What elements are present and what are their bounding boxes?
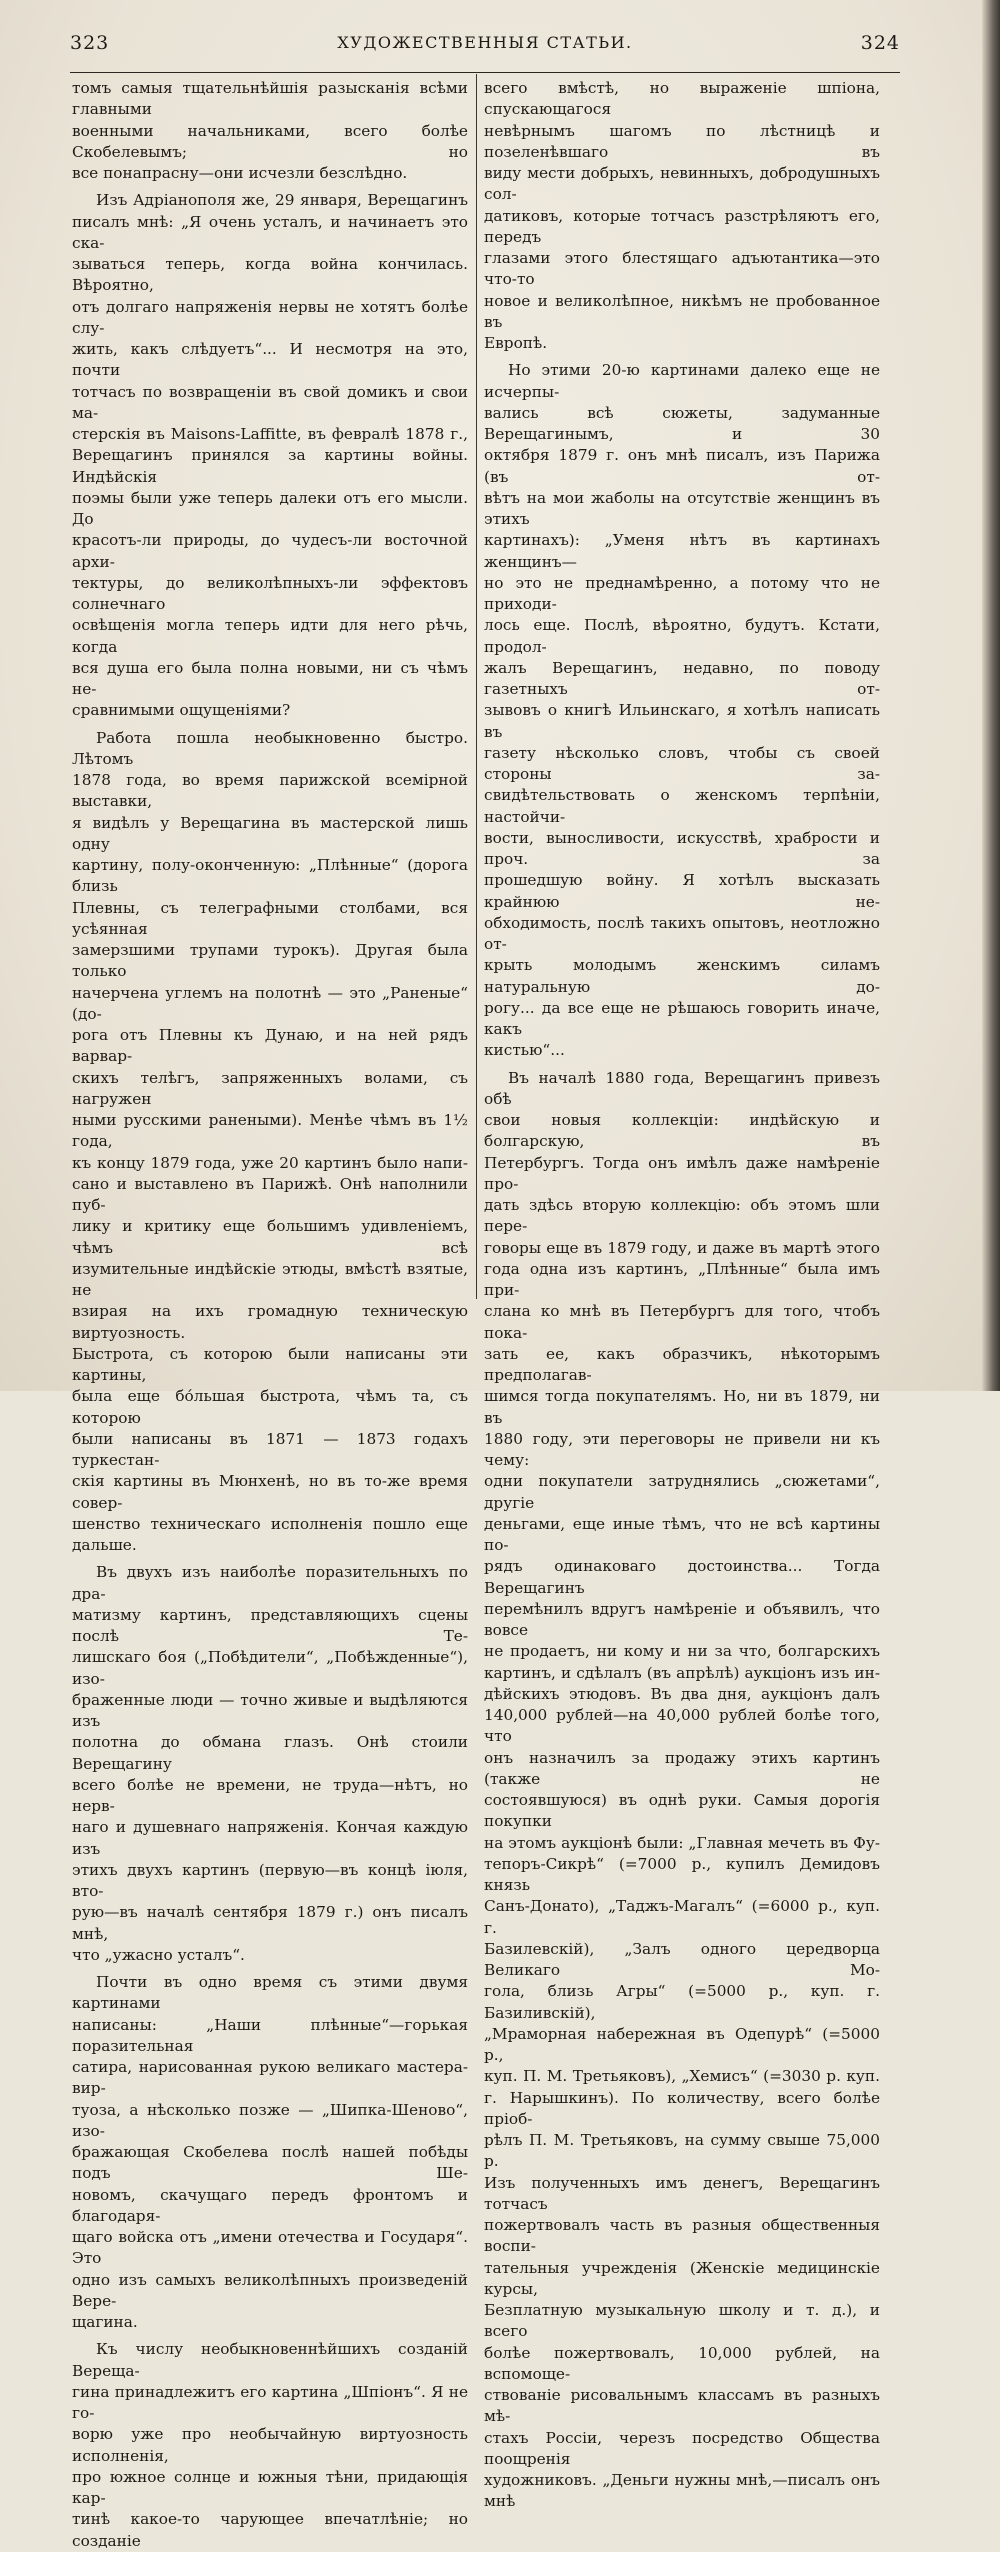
text-line: картинъ, и сдѣлалъ (въ апрѣлѣ) аукціонъ изъ ин-	[484, 1663, 880, 1682]
text-line: начерчена углемъ на полотнѣ — это „Раненые“ (до-	[72, 983, 468, 1023]
book-spine-shadow	[982, 0, 1000, 1391]
text-line: Быстрота, съ которою были написаны эти картины,	[72, 1344, 468, 1384]
text-line: онъ назначилъ за продажу этихъ картинъ (также не	[484, 1748, 880, 1788]
text-line: но это не преднамѣренно, а потому что не приходи-	[484, 573, 880, 613]
column-divider	[476, 74, 477, 1299]
text-line: Почти въ одно время съ этими двумя картинами	[72, 1973, 468, 2013]
text-line: газету нѣсколько словъ, чтобы съ своей стороны за-	[484, 743, 880, 783]
text-line: жить, какъ слѣдуетъ“... И несмотря на это, почти	[72, 340, 468, 380]
text-line: туоза, а нѣсколько позже — „Шипка-Шеново“, изо-	[72, 2100, 468, 2140]
text-line: вались всѣ сюжеты, задуманные Верещагинымъ, и 30	[484, 403, 880, 443]
text-line: Въ началѣ 1880 года, Верещагинъ привезъ обѣ	[484, 1068, 880, 1108]
text-line: лику и критику еще большимъ удивленіемъ, чѣмъ всѣ	[72, 1217, 468, 1257]
text-line: „Мраморная набережная въ Одепурѣ“ (=5000 р.,	[484, 2024, 880, 2064]
text-line: картинахъ): „Уменя нѣтъ въ картинахъ женщинъ—	[484, 531, 880, 571]
text-line: сатира, нарисованная рукою великаго мастера-вир-	[72, 2058, 468, 2098]
text-line: новое и великолѣпное, никѣмъ не пробованное въ	[484, 291, 880, 331]
text-line: рую—въ началѣ сентября 1879 г.) онъ писалъ мнѣ,	[72, 1903, 468, 1943]
text-line: кистью“...	[484, 1041, 565, 1060]
text-line: тинѣ какое-то чарующее впечатлѣніе; но созданіе	[72, 2510, 468, 2550]
right-column	[484, 78, 880, 2513]
text-line: этихъ двухъ картинъ (первую—въ концѣ іюля, вто-	[72, 1860, 468, 1900]
text-line: была еще бо́льшая быстрота, чѣмъ та, съ которою	[72, 1387, 468, 1427]
page-number-right: 324	[860, 32, 900, 54]
text-line: картину, полу-оконченную: „Плѣнные“ (дорога близь	[72, 856, 468, 896]
text-line: матизму картинъ, представляющихъ сцены послѣ Те-	[72, 1605, 468, 1645]
text-line: военными начальниками, всего болѣе Скобелевымъ; но	[72, 121, 468, 161]
header-rule	[70, 72, 900, 73]
text-line: наго и душевнаго напряженія. Кончая каждую изъ	[72, 1818, 468, 1858]
text-line: Базилевскій), „Залъ одного цередворца Великаго Мо-	[484, 1939, 880, 1979]
text-line: датиковъ, которые тотчасъ разстрѣляютъ его, передъ	[484, 206, 880, 246]
text-line: я видѣлъ у Верещагина въ мастерской лишь одну	[72, 813, 468, 853]
text-line: полотна до обмана глазъ. Онѣ стоили Верещагину	[72, 1733, 468, 1773]
text-line: браженные люди — точно живые и выдѣляются изъ	[72, 1690, 468, 1730]
text-line: тепоръ-Сикрѣ“ (=7000 р., купилъ Демидовъ князь	[484, 1854, 880, 1894]
text-line: скихъ телѣгъ, запряженныхъ волами, съ нагружен	[72, 1068, 468, 1108]
text-line: лишскаго боя („Побѣдители“, „Побѣжденные“), изо-	[72, 1648, 468, 1688]
text-line: все понапрасну—они исчезли безслѣдно.	[72, 164, 408, 182]
text-line: Но этими 20-ю картинами далеко еще не исчерпы-	[484, 361, 880, 401]
text-line: обходимость, послѣ такихъ опытовъ, неотложно от-	[484, 913, 880, 953]
text-line: пожертвовалъ часть въ разныя общественныя воспи-	[484, 2216, 880, 2256]
text-line: жалъ Верещагинъ, недавно, по поводу газетныхъ от-	[484, 658, 880, 698]
text-line: Санъ-Донато), „Таджъ-Магалъ“ (=6000 р., куп. г.	[484, 1897, 880, 1937]
text-line: 140,000 рублей—на 40,000 рублей болѣе того, что	[484, 1706, 880, 1746]
text-line: лось еще. Послѣ, вѣроятно, будутъ. Кстати, продол-	[484, 616, 880, 656]
text-line: Плевны, съ телеграфными столбами, вся усѣянная	[72, 898, 468, 938]
text-line: Работа пошла необыкновенно быстро. Лѣтомъ	[72, 728, 468, 768]
text-line: 1880 году, эти переговоры не привели ни къ чему:	[484, 1429, 880, 1469]
text-line: взирая на ихъ громадную техническую виртуозность.	[72, 1302, 468, 1342]
text-line: гина принадлежитъ его картина „Шпіонъ“. Я не го-	[72, 2382, 468, 2422]
text-line: рѣлъ П. М. Третьяковъ, на сумму свыше 75,000 р.	[484, 2131, 880, 2171]
text-line: рогу... да все еще не рѣшаюсь говорить иначе, какъ	[484, 998, 880, 1038]
text-line: Въ двухъ изъ наиболѣе поразительныхъ по дра-	[72, 1563, 468, 1603]
text-line: всего болѣе не времени, не труда—нѣтъ, но нерв-	[72, 1775, 468, 1815]
text-line: слана ко мнѣ въ Петербургъ для того, чтобъ пока-	[484, 1302, 880, 1342]
text-line: октября 1879 г. онъ мнѣ писалъ, изъ Парижа (въ от-	[484, 446, 880, 486]
text-line: стерскія въ Maisons-Laffitte, въ февралѣ 1878 г.,	[72, 425, 468, 443]
text-line: вѣтъ на мои жаболы на отсутствіе женщинъ въ этихъ	[484, 488, 880, 528]
text-line: дѣйскихъ этюдовъ. Въ два дня, аукціонъ далъ	[484, 1684, 880, 1703]
text-line: Европѣ.	[484, 334, 548, 352]
text-line: были написаны въ 1871 — 1873 годахъ туркестан-	[72, 1429, 468, 1469]
text-line: къ концу 1879 года, уже 20 картинъ было напи-	[72, 1153, 468, 1172]
text-line: дать здѣсь вторую коллекцію: объ этомъ шли пере-	[484, 1196, 880, 1236]
text-line: ными русскими ранеными). Менѣе чѣмъ въ 1½ года,	[72, 1111, 468, 1151]
text-line: сано и выставлено въ Парижѣ. Онѣ наполнили пуб-	[72, 1174, 468, 1214]
left-column	[72, 78, 468, 2552]
text-line: всего вмѣстѣ, но выраженіе шпіона, спускающагося	[484, 79, 880, 119]
text-line: на этомъ аукціонѣ были: „Главная мечеть въ Фу-	[484, 1833, 880, 1852]
text-line: свидѣтельствовать о женскомъ терпѣніи, настойчи-	[484, 786, 880, 826]
text-line: бражающая Скобелева послѣ нашей побѣды подъ Ше-	[72, 2143, 468, 2183]
text-line: тотчасъ по возвращеніи въ свой домикъ и свои ма-	[72, 382, 468, 422]
text-line: ствованіе рисовальнымъ классамъ въ разныхъ мѣ-	[484, 2386, 880, 2426]
text-line: художниковъ. „Деньги нужны мнѣ,—писалъ онъ мнѣ	[484, 2471, 880, 2511]
text-line: зать ее, какъ образчикъ, нѣкоторымъ предполагав-	[484, 1344, 880, 1384]
page-number-left: 323	[70, 32, 110, 54]
text-line: г. Нарышкинъ). По количеству, всего болѣе пріоб-	[484, 2088, 880, 2128]
text-line: ворю уже про необычайную виртуозность исполненія,	[72, 2425, 468, 2465]
text-line: писалъ мнѣ: „Я очень усталъ, и начинаетъ это ска-	[72, 212, 468, 252]
text-line: глазами этого блестящаго адъютантика—это что-то	[484, 249, 880, 289]
text-line: скія картины въ Мюнхенѣ, но въ то-же время совер-	[72, 1472, 468, 1512]
text-line: говоры еще въ 1879 году, и даже въ мартѣ этого	[484, 1238, 880, 1257]
text-line: свои новыя коллекціи: индѣйскую и болгарскую, въ	[484, 1111, 880, 1151]
text-line: Изъ полученныхъ имъ денегъ, Верещагинъ тотчасъ	[484, 2173, 880, 2213]
text-line: томъ самыя тщательнѣйшія разысканія всѣми главными	[72, 79, 468, 119]
text-line: щагина.	[72, 2313, 138, 2331]
text-line: Къ числу необыкновеннѣйшихъ созданій Вереща-	[72, 2340, 468, 2380]
text-line: щаго войска отъ „имени отечества и Государя“. Это	[72, 2228, 468, 2268]
text-line: Безплатную музыкальную школу и т. д.), и всего	[484, 2301, 880, 2341]
text-line: виду мести добрыхъ, невинныхъ, добродушныхъ сол-	[484, 164, 880, 204]
text-line: не продаетъ, ни кому и ни за что, болгарскихъ	[484, 1642, 880, 1661]
text-line: рога отъ Плевны къ Дунаю, и на ней рядъ варвар-	[72, 1026, 468, 1066]
text-line: зывовъ о книгѣ Ильинскаго, я хотѣлъ написать въ	[484, 701, 880, 741]
text-line: Петербургъ. Тогда онъ имѣлъ даже намѣреніе про-	[484, 1153, 880, 1193]
text-line: 1878 года, во время парижской всемірной выставки,	[72, 771, 468, 811]
text-line: куп. П. М. Третьяковъ), „Хемисъ“ (=3030 р. куп.	[484, 2067, 880, 2086]
text-line: зываться теперь, когда война кончилась. Вѣроятно,	[72, 255, 468, 295]
text-line: прошедшую войну. Я хотѣлъ высказать крайнюю не-	[484, 871, 880, 911]
running-title: ХУДОЖЕСТВЕННЫЯ СТАТЬИ.	[337, 33, 633, 52]
text-line: сравнимыми ощущеніями?	[72, 701, 291, 720]
text-line: Верещагинъ принялся за картины войны. Индѣйскія	[72, 446, 468, 486]
text-line: гола, близь Агры“ (=5000 р., куп. г. Базиливскій),	[484, 1982, 880, 2022]
text-line: замерзшими трупами турокъ). Другая была только	[72, 941, 468, 981]
text-line: года одна изъ картинъ, „Плѣнные“ была имъ при-	[484, 1259, 880, 1299]
text-line: Изъ Адріанополя же, 29 января, Верещагинъ	[96, 191, 468, 210]
text-line: шимся тогда покупателямъ. Но, ни въ 1879, ни въ	[484, 1387, 880, 1427]
text-line: что „ужасно усталъ“.	[72, 1945, 245, 1964]
text-line: новомъ, скачущаго передъ фронтомъ и благодаря-	[72, 2185, 468, 2225]
text-line: тектуры, до великолѣпныхъ-ли эффектовъ солнечнаго	[72, 573, 468, 613]
text-line: поэмы были уже теперь далеки отъ его мысли. До	[72, 488, 468, 528]
text-line: состоявшуюся) въ однѣ руки. Самыя дорогія покупки	[484, 1791, 880, 1831]
text-line: крыть молодымъ женскимъ силамъ натуральную до-	[484, 956, 880, 996]
text-line: тательныя учрежденія (Женскіе медицинскіе курсы,	[484, 2258, 880, 2298]
text-line: одни покупатели затруднялись „сюжетами“, другіе	[484, 1472, 880, 1512]
text-line: вся душа его была полна новыми, ни съ чѣмъ не-	[72, 658, 468, 698]
text-line: рядъ одинаковаго достоинства... Тогда Верещагинъ	[484, 1557, 880, 1597]
text-line: отъ долгаго напряженія нервы не хотятъ болѣе слу-	[72, 297, 468, 337]
text-line: стахъ Россіи, черезъ посредство Общества поощренія	[484, 2428, 880, 2468]
text-line: перемѣнилъ вдругъ намѣреніе и объявилъ, что вовсе	[484, 1599, 880, 1639]
text-line: освѣщенія могла теперь идти для него рѣчь, когда	[72, 616, 468, 656]
text-line: невѣрнымъ шагомъ по лѣстницѣ и позеленѣвшаго въ	[484, 121, 880, 161]
text-line: изумительные индѣйскіе этюды, вмѣстѣ взятые, не	[72, 1259, 468, 1299]
text-line: шенство техническаго исполненія пошло еще дальше.	[72, 1514, 468, 1554]
text-line: написаны: „Наши плѣнные“—горькая поразительная	[72, 2015, 468, 2055]
text-line: болѣе пожертвовалъ, 10,000 рублей, на вспомоще-	[484, 2343, 880, 2383]
text-line: вости, выносливости, искусствѣ, храбрости и проч. за	[484, 828, 880, 868]
text-line: про южное солнце и южныя тѣни, придающія кар-	[72, 2467, 468, 2507]
text-line: красотъ-ли природы, до чудесъ-ли восточной архи-	[72, 531, 468, 571]
page-header	[70, 28, 900, 62]
text-line: деньгами, еще иные тѣмъ, что не всѣ картины по-	[484, 1514, 880, 1554]
text-line: одно изъ самыхъ великолѣпныхъ произведеній Вере-	[72, 2270, 468, 2310]
